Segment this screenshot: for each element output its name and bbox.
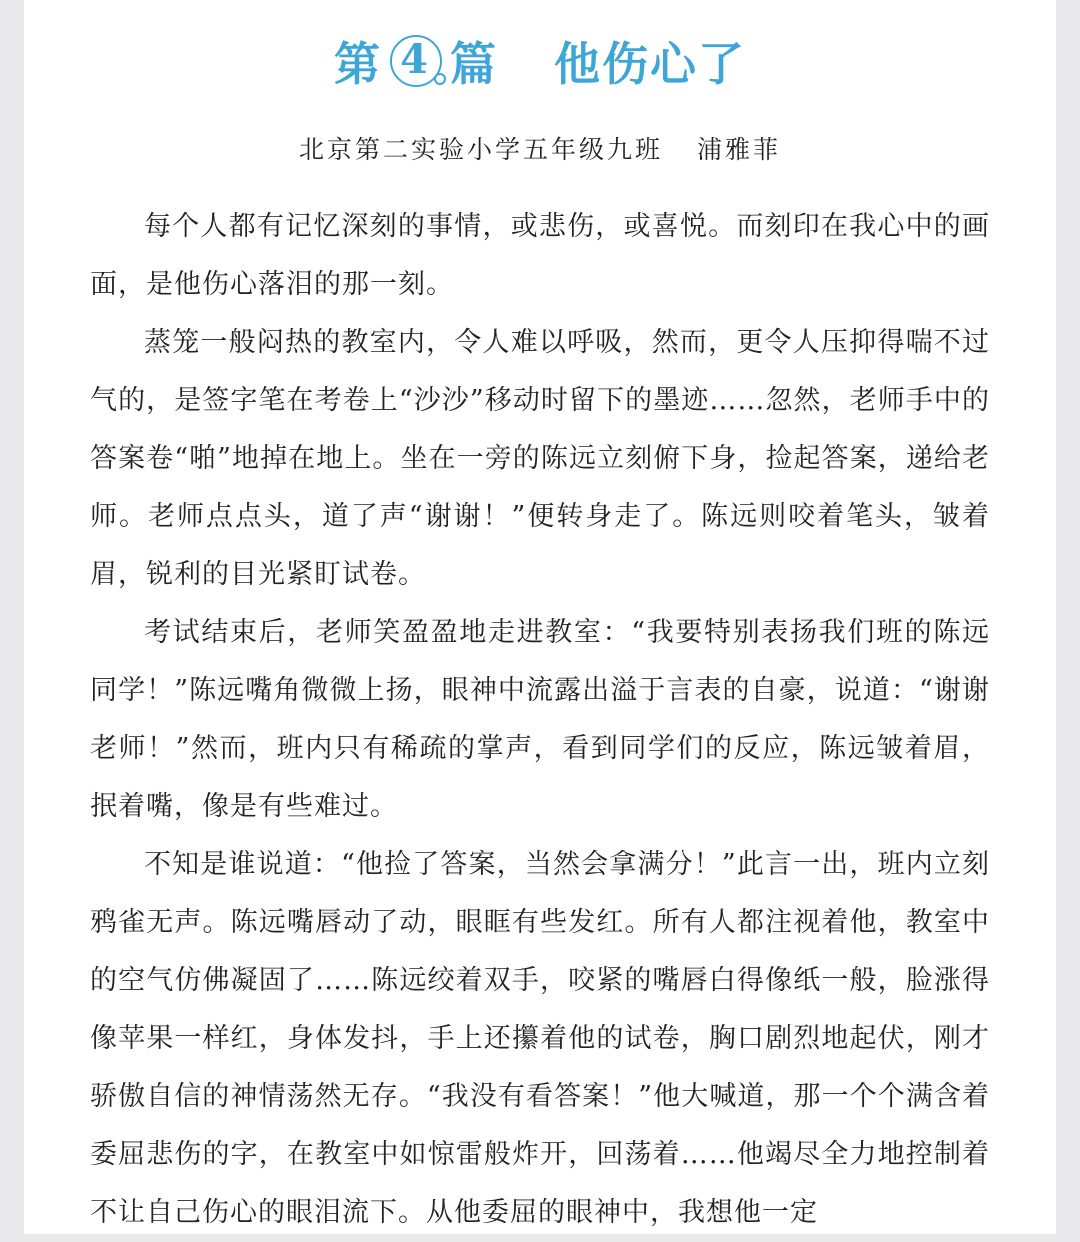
chapter-number: 4 — [400, 36, 430, 83]
article-body — [90, 198, 990, 1242]
paragraph: 不知是谁说道：“他捡了答案，当然会拿满分！”此言一出，班内立刻鸦雀无声。陈远嘴唇动了动，眼眶有些发红。所有人都注视着他，教室中的空气仿佛凝固了……陈远绞着双手，咬紧的嘴唇白得像纸一般，脸涨得像苹果一样红，身体发抖，手上还攥着他的试卷，胸口剧烈地起伏，刚才骄傲自信的神情荡然无存。“我没有看答案！”他大喊道，那一个个满含着委屈悲伤的字，在教室中如惊雷般炸开，回荡着……他竭尽全力地控制着不让自己伤心的眼泪流下。从他委屈的眼神中，我想他一定 — [90, 849, 990, 1228]
byline-school: 北京第二实验小学五年级九班 — [298, 135, 663, 164]
byline — [24, 130, 1056, 166]
paragraph: 每个人都有记忆深刻的事情，或悲伤，或喜悦。而刻印在我心中的画面，是他伤心落泪的那一刻。 — [90, 211, 990, 300]
byline-author: 浦雅菲 — [697, 135, 782, 164]
chapter-number-badge — [388, 33, 444, 89]
document-page — [24, 0, 1056, 1234]
title-text: 他伤心了 — [554, 37, 746, 91]
paragraph: 考试结束后，老师笑盈盈地走进教室：“我要特别表扬我们班的陈远同学！”陈远嘴角微微上扬，眼神中流露出溢于言表的自豪，说道：“谢谢老师！”然而，班内只有稀疏的掌声，看到同学们的反应，陈远皱着眉，抿着嘴，像是有些难过。 — [90, 617, 990, 822]
paragraph: 蒸笼一般闷热的教室内，令人难以呼吸，然而，更令人压抑得喘不过气的，是签字笔在考卷上“沙沙”移动时留下的墨迹……忽然，老师手中的答案卷“啪”地掉在地上。坐在一旁的陈远立刻俯下身，捡起答案，递给老师。老师点点头，道了声“谢谢！”便转身走了。陈远则咬着笔头，皱着眉，锐利的目光紧盯试卷。 — [90, 327, 990, 590]
title-prefix: 第 — [334, 37, 382, 91]
article-title — [24, 26, 1056, 96]
title-suffix: 篇 — [450, 37, 498, 91]
